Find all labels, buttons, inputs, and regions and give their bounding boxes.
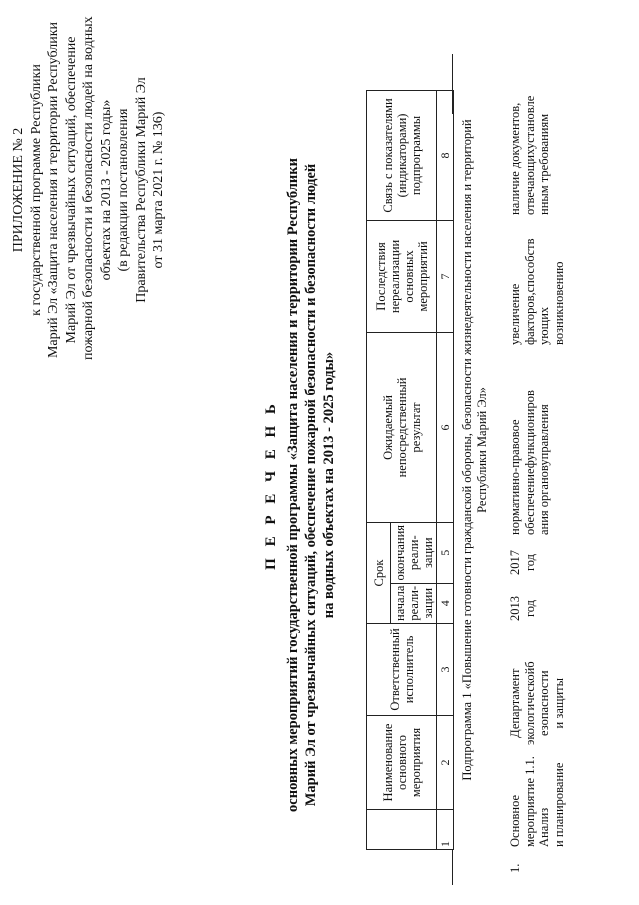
header-text: начала bbox=[392, 585, 407, 621]
cell-text: увеличение bbox=[508, 283, 522, 345]
column-number: 8 bbox=[437, 90, 454, 220]
column-number: 5 bbox=[437, 522, 454, 583]
title-line: на водных объектах на 2013 - 2025 годы» bbox=[321, 351, 337, 619]
header-text: Связь с показателями bbox=[380, 98, 395, 213]
row-executor bbox=[508, 661, 566, 745]
cell-text: мероприятие 1.1. bbox=[522, 756, 537, 847]
header-text: реали- bbox=[406, 585, 421, 621]
header-cell-term: Срок bbox=[367, 522, 391, 623]
cell-text: езопасности bbox=[537, 670, 551, 736]
appendix-line: Марий Эл «Защита населения и территории Республики bbox=[46, 21, 61, 359]
title-line: основных мероприятий государственной программы «Защита населения и территории Республики bbox=[285, 158, 301, 812]
header-text: окончания bbox=[392, 524, 407, 581]
header-cell-consequences bbox=[367, 220, 437, 332]
header-cell-end bbox=[391, 522, 437, 583]
appendix-line: Марий Эл от чрезвычайных ситуаций, обеспечение bbox=[63, 36, 79, 344]
cell-text: 2017 bbox=[508, 550, 522, 575]
subprogram-line: Подпрограмма 1 «Повышение готовности гражданской обороны, безопасности жизнедеятельности населения и территорий bbox=[460, 119, 474, 781]
table-row bbox=[508, 5, 618, 885]
column-number: 1 bbox=[437, 810, 454, 850]
title-line: Марий Эл от чрезвычайных ситуаций, обеспечение пожарной безопасности и безопасности людей bbox=[303, 163, 319, 807]
cell-text: нормативно-правовое bbox=[508, 419, 522, 535]
header-cell-indicators bbox=[367, 90, 437, 220]
row-consequences bbox=[508, 238, 566, 345]
header-text: зации bbox=[420, 587, 435, 619]
header-cell-start bbox=[391, 583, 437, 623]
table-rule-right bbox=[452, 54, 453, 114]
column-number: 2 bbox=[437, 716, 454, 810]
header-text: подпрограммы bbox=[408, 115, 423, 196]
cell-text: год bbox=[522, 599, 537, 618]
header-cell-name bbox=[367, 716, 437, 810]
header-cell-result bbox=[367, 332, 437, 522]
cell-text: экологическойб bbox=[522, 661, 537, 745]
subprogram-line: Республики Марий Эл» bbox=[475, 387, 489, 513]
cell-text: 2013 bbox=[508, 596, 522, 621]
appendix-header bbox=[10, 16, 168, 360]
header-text: основных bbox=[401, 250, 416, 303]
subprogram-title bbox=[460, 55, 490, 845]
header-text: Последствия bbox=[373, 242, 388, 311]
row-expected-result bbox=[508, 390, 552, 535]
header-text: зации bbox=[420, 537, 435, 569]
cell-text: и планирование bbox=[551, 762, 566, 847]
appendix-line: ПРИЛОЖЕНИЕ № 2 bbox=[11, 127, 26, 253]
appendix-line: к государственной программе Республики bbox=[28, 64, 44, 316]
cell-text: Анализ bbox=[537, 807, 551, 847]
column-number: 3 bbox=[437, 624, 454, 716]
header-text: нереализации bbox=[387, 239, 402, 314]
column-number: 7 bbox=[437, 220, 454, 332]
column-number: 6 bbox=[437, 332, 454, 522]
title-heading: П Е Р Е Ч Е Н Ь bbox=[263, 400, 279, 570]
header-cell-blank bbox=[367, 810, 437, 850]
column-number: 4 bbox=[437, 583, 454, 623]
header-text: Наименование bbox=[380, 723, 395, 802]
header-text: (индикаторами) bbox=[394, 113, 409, 198]
table-rule-left bbox=[452, 850, 453, 885]
cell-text: Основное bbox=[508, 794, 522, 847]
cell-text: 1. bbox=[508, 863, 522, 873]
cell-text: Департамент bbox=[508, 668, 522, 738]
measures-table-header bbox=[366, 90, 454, 850]
header-cell-executor bbox=[367, 624, 437, 716]
appendix-line: от 31 марта 2021 г. № 136) bbox=[151, 111, 166, 269]
cell-text: обеспечениефункциониров bbox=[522, 390, 537, 535]
cell-text: наличие документов, bbox=[508, 102, 522, 215]
row-measure-name bbox=[508, 756, 566, 847]
cell-text: отвечающихустановле bbox=[522, 95, 537, 215]
header-text: непосредственный bbox=[394, 377, 409, 478]
row-indicator-link bbox=[508, 96, 552, 215]
row-end-year bbox=[508, 550, 537, 575]
row-number bbox=[508, 864, 523, 873]
header-text: исполнитель bbox=[401, 635, 416, 704]
cell-text: год bbox=[522, 553, 537, 572]
cell-text: факторов,способств bbox=[522, 238, 537, 345]
cell-text: ания органовуправления bbox=[537, 404, 551, 535]
cell-text: возникновению bbox=[551, 261, 566, 345]
header-text: мероприятия bbox=[408, 727, 423, 798]
header-text: основного bbox=[394, 735, 409, 790]
appendix-line: Правительства Республики Марий Эл bbox=[133, 77, 149, 303]
header-text: реали- bbox=[406, 535, 421, 571]
appendix-line: объектах на 2013 - 2025 годы» bbox=[98, 99, 114, 281]
row-start-year bbox=[508, 596, 537, 621]
header-text: мероприятий bbox=[415, 241, 430, 312]
cell-text: нным требованиям bbox=[537, 113, 551, 215]
appendix-line: (в редакции постановления bbox=[116, 108, 131, 272]
header-text: результат bbox=[408, 402, 423, 453]
header-text: Ожидаемый bbox=[380, 395, 395, 460]
cell-text: ующих bbox=[537, 306, 551, 345]
cell-text: и защиты bbox=[551, 677, 566, 729]
appendix-line: пожарной безопасности и безопасности людей на водных bbox=[81, 16, 96, 360]
document-title bbox=[262, 125, 338, 845]
header-text: Ответственный bbox=[387, 628, 402, 711]
